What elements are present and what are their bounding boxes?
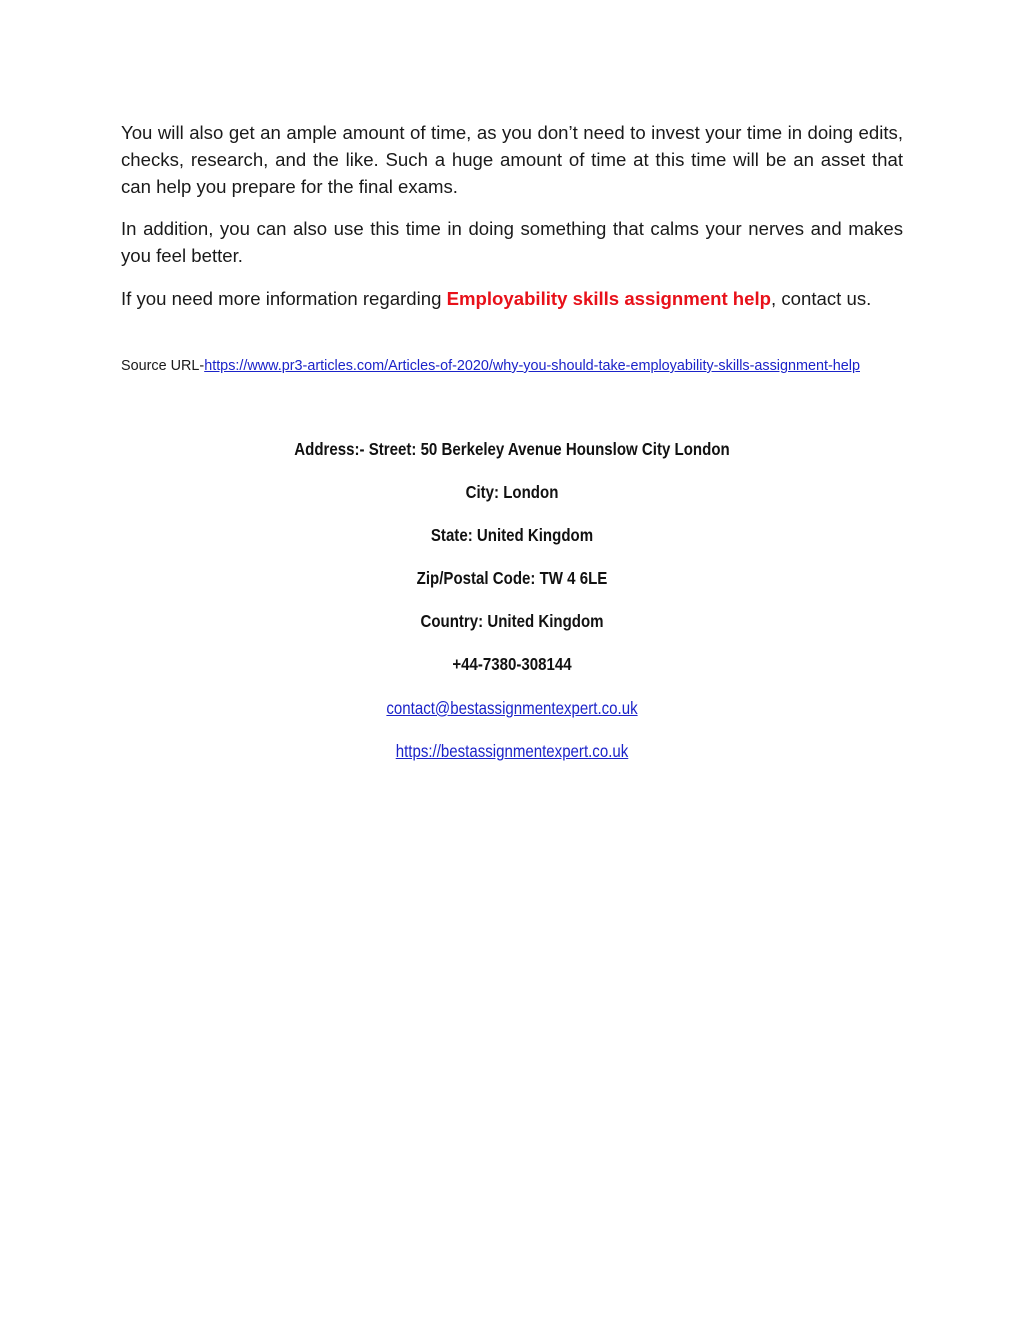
address-state: State: United Kingdom: [430, 525, 594, 545]
address-website-line: [72, 739, 953, 763]
paragraph-contact: [121, 285, 903, 312]
email-link[interactable]: contact@bestassignmentexpert.co.uk: [386, 698, 638, 718]
source-line: [121, 356, 921, 376]
address-zip: Zip/Postal Code: TW 4 6LE: [416, 568, 608, 588]
source-url-link[interactable]: https://www.pr3-articles.com/Articles-of-2020/why-you-should-take-employability-skills-assignment-help: [204, 358, 860, 374]
paragraph-calm-nerves: In addition, you can also use this time in doing something that calms your nerves and makes you feel better.: [121, 218, 903, 266]
address-country: Country: United Kingdom: [420, 611, 604, 631]
paragraph-time-benefit: You will also get an ample amount of time, as you don’t need to invest your time in doing edits, checks, research, and the like. Such a huge amount of time at this time will be an asset that can help you prepare for the final exams.: [121, 122, 903, 197]
contact-text-before: If you need more information regarding: [121, 288, 447, 309]
address-city: City: London: [465, 482, 559, 502]
source-label: Source URL-: [121, 358, 205, 374]
website-link[interactable]: https://bestassignmentexpert.co.uk: [395, 741, 629, 761]
address-email-line: [72, 696, 953, 720]
address-street: Address:- Street: 50 Berkeley Avenue Hounslow City London: [294, 439, 730, 459]
address-phone: +44-7380-308144: [452, 654, 572, 674]
highlighted-keyword: Employability skills assignment help: [446, 288, 772, 309]
contact-text-after: , contact us.: [771, 288, 872, 309]
